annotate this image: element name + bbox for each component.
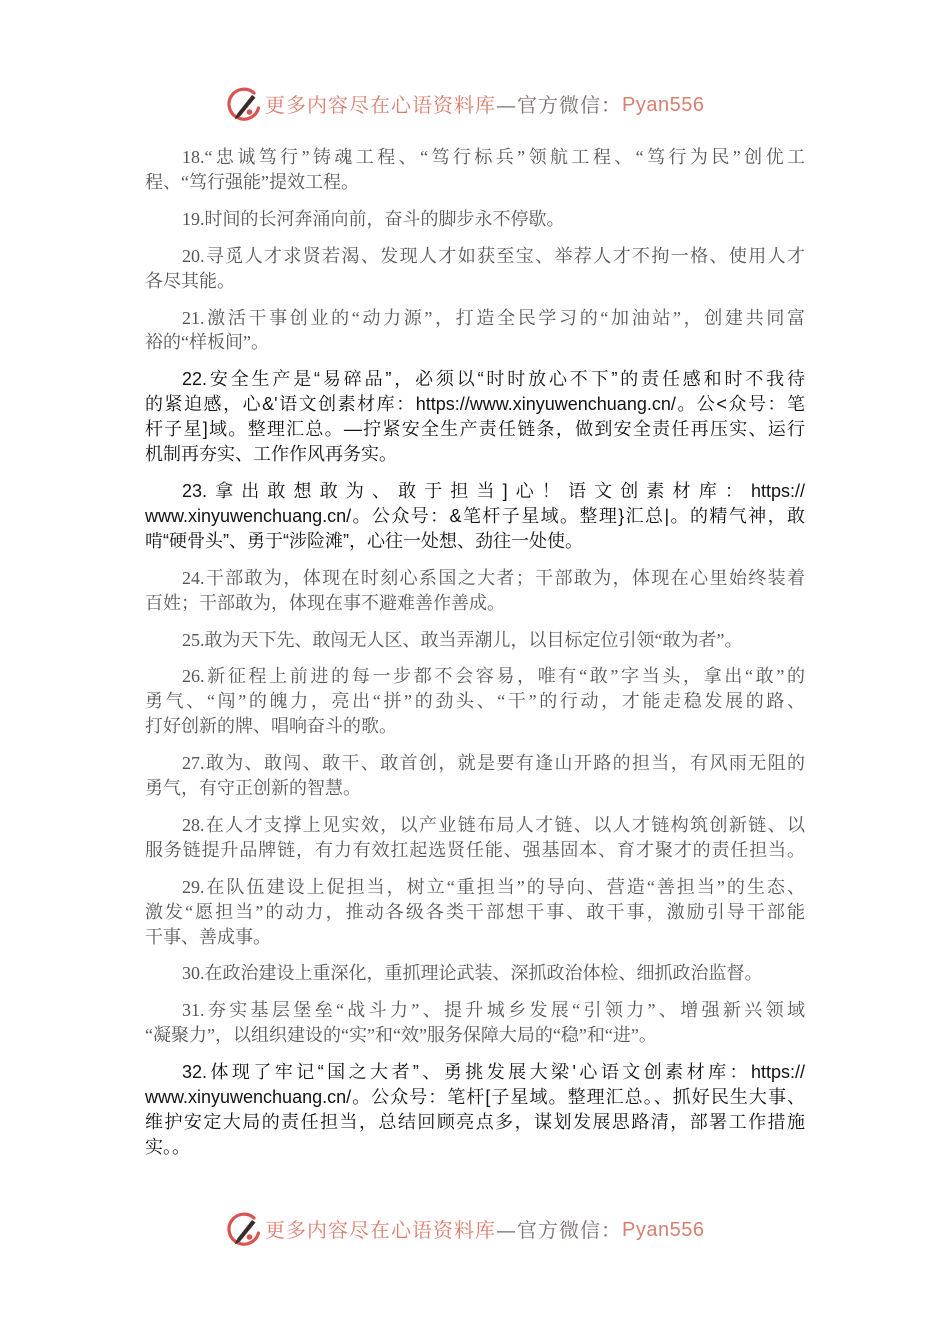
paragraph-28-line-2: 服务链提升品牌链，有力有效扛起选贤任能、强基固本、育才聚才的责任担当。: [145, 839, 805, 860]
paragraph-25-line-1: 25.敢为天下先、敢闯无人区、敢当弄潮儿，以目标定位引领“敢为者”。: [182, 629, 743, 650]
paragraph-31-line-1: 31.夯实基层堡垒“战斗力”、提升城乡发展“引领力”、增强新兴领域: [182, 1000, 805, 1021]
paragraph-26: [145, 664, 805, 739]
paragraph-21: [145, 306, 805, 356]
paragraph-26-line-3: 打好创新的牌、唱响奋斗的歌。: [145, 716, 397, 737]
paragraph-23-line-3: 啃“硬骨头”、勇于“涉险滩”，心往一处想、劲往一处使。: [145, 530, 583, 551]
paragraph-32: [145, 1060, 805, 1160]
paragraph-27: [145, 751, 805, 801]
paragraph-18: [145, 145, 805, 195]
paragraph-30: [145, 961, 805, 986]
paragraph-22-line-2: 的紧迫感，心&'语文创素材库：https://www.xinyuwenchuang.cn/。公<众号：笔: [145, 394, 805, 415]
paragraph-31-line-2: “凝聚力”，以组织建设的“实”和“效”服务保障大局的“稳”和“进”。: [145, 1025, 657, 1046]
paragraph-29: [145, 875, 805, 950]
paragraph-23: [145, 479, 805, 554]
paragraph-32-line-4: 实。。: [145, 1136, 190, 1157]
paragraph-31: [145, 998, 805, 1048]
document-body: [145, 145, 805, 1172]
banner-wechat-label: —官方微信：: [496, 93, 622, 117]
footer-banner: [225, 1211, 704, 1249]
paragraph-24: [145, 566, 805, 616]
paragraph-28: [145, 813, 805, 863]
paragraph-32-line-1: 32.体现了牢记“国之大者”、勇挑发展大梁'心语文创素材库：https://: [182, 1062, 805, 1083]
paragraph-32-line-2: www.xinyuwenchuang.cn/。公众号：笔杆[子星域。整理汇总。、抓好民生大事、: [145, 1087, 805, 1108]
paragraph-23-line-2: www.xinyuwenchuang.cn/。公众号：&笔杆子星域。整理}汇总|。的精气神，敢: [145, 505, 805, 526]
paragraph-27-line-2: 勇气，有守正创新的智慧。: [145, 778, 361, 799]
paragraph-20: [145, 244, 805, 294]
paragraph-26-line-2: 勇气、“闯”的魄力，亮出“拼”的劲头、“干”的行动，才能走稳发展的路、: [145, 691, 805, 712]
paragraph-21-line-2: 裕的“样板间”。: [145, 332, 269, 353]
footer-wechat-label: —官方微信：: [496, 1218, 622, 1242]
paragraph-29-line-3: 干事、善成事。: [145, 926, 271, 947]
paragraph-29-line-1: 29.在队伍建设上促担当，树立“重担当”的导向、营造“善担当”的生态、: [182, 876, 805, 897]
paragraph-27-line-1: 27.敢为、敢闯、敢干、敢首创，就是要有逢山开路的担当，有风雨无阻的: [182, 753, 805, 774]
footer-wechat-id: Pyan556: [622, 1219, 705, 1241]
paragraph-18-line-1: 18.“忠诚笃行”铸魂工程、“笃行标兵”领航工程、“笃行为民”创优工: [182, 147, 805, 167]
paragraph-29-line-2: 激发“愿担当”的动力，推动各级各类干部想干事、敢干事，激励引导干部能: [145, 901, 805, 922]
footer-brand-text: 更多内容尽在心语资料库: [265, 1218, 496, 1242]
pen-logo-icon: [225, 86, 263, 124]
paragraph-19-line-1: 19.时间的长河奔涌向前，奋斗的脚步永不停歇。: [182, 208, 565, 229]
paragraph-26-line-1: 26.新征程上前进的每一步都不会容易，唯有“敢”字当头，拿出“敢”的: [182, 666, 805, 687]
paragraph-22-line-1: 22.安全生产是“易碎品”，必须以“时时放心不下”的责任感和时不我待: [182, 369, 805, 390]
header-banner: [225, 86, 704, 124]
banner-wechat-id: Pyan556: [622, 94, 705, 116]
paragraph-25: [145, 628, 805, 653]
paragraph-24-line-1: 24.干部敢为，体现在时刻心系国之大者；干部敢为，体现在心里始终装着: [182, 567, 805, 588]
banner-brand-text: 更多内容尽在心语资料库: [265, 93, 496, 117]
paragraph-24-line-2: 百姓；干部敢为，体现在事不避难善作善成。: [145, 592, 505, 613]
pen-logo-icon: [225, 1211, 263, 1249]
paragraph-22: [145, 367, 805, 467]
paragraph-18-line-2: 程、“笃行强能”提效工程。: [145, 171, 359, 192]
paragraph-22-line-3: 杆子星]域。整理汇总。—拧紧安全生产责任链条，做到安全责任再压实、运行: [145, 419, 805, 440]
paragraph-20-line-1: 20.寻觅人才求贤若渴、发现人才如获至宝、举荐人才不拘一格、使用人才: [182, 245, 805, 266]
paragraph-20-line-2: 各尽其能。: [145, 270, 235, 291]
paragraph-32-line-3: 维护安定大局的责任担当，总结回顾亮点多，谋划发展思路清，部署工作措施: [145, 1112, 805, 1132]
paragraph-21-line-1: 21.激活干事创业的“动力源”，打造全民学习的“加油站”，创建共同富: [182, 307, 805, 328]
paragraph-22-line-4: 机制再夯实、工作作风再务实。: [145, 444, 397, 465]
paragraph-30-line-1: 30.在政治建设上重深化，重抓理论武装、深抓政治体检、细抓政治监督。: [182, 963, 763, 984]
paragraph-28-line-1: 28.在人才支撑上见实效，以产业链布局人才链、以人才链构筑创新链、以: [182, 814, 805, 835]
paragraph-19: [145, 207, 805, 232]
paragraph-23-line-1: 23.拿出敢想敢为、敢于担当]心！语文创素材库：https://: [182, 480, 805, 501]
